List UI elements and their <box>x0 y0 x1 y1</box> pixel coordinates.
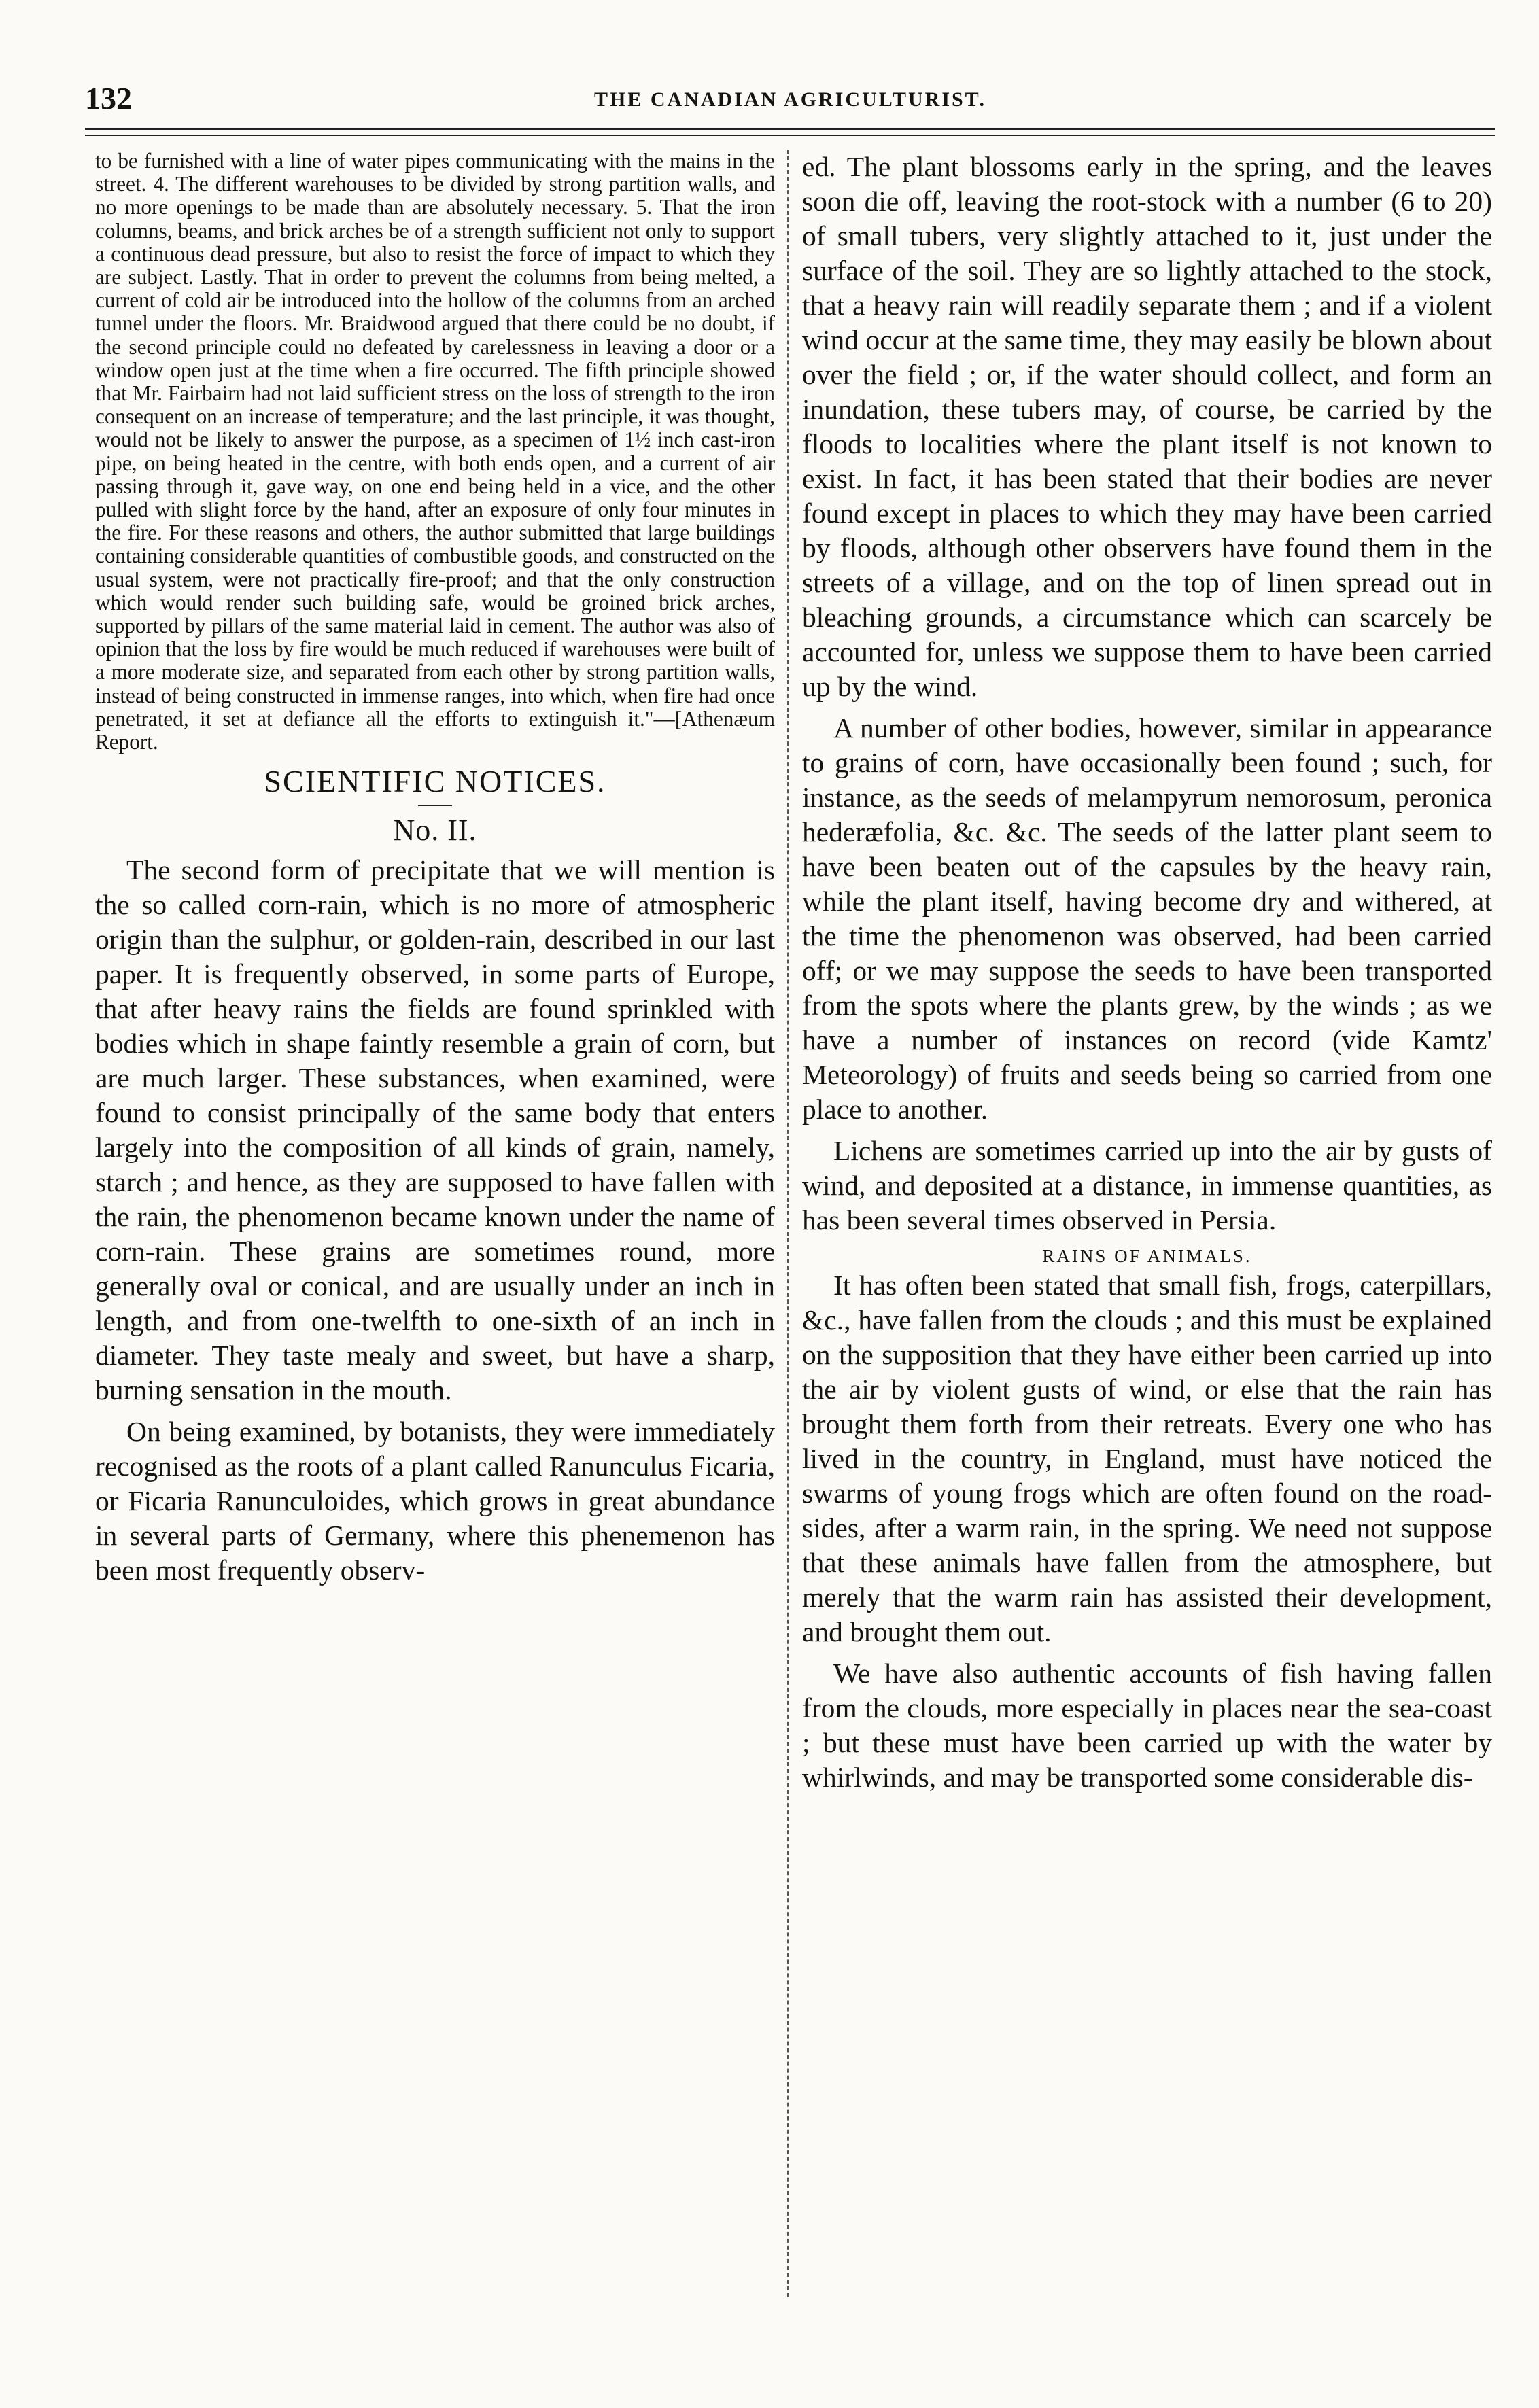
paragraph-other-bodies: A number of other bodies, however, similar in appearance to grains of corn, have occasionally been found ; such, for instance, as the seeds of melampyrum nemorosum, peronica hederæfolia, &c. &c. The seeds of the latter plant seem to have been beaten out of the capsules by the heavy rain, while the plant itself, having become dry and withered, at the time the phenomenon was observed, had been carried off; or we may suppose the seeds to have been transported from the spots where the plants grew, by the winds ; as we have a number of instances on record (vide Kamtz' Meteorology) of fruits and seeds being so carried from one place to another. <box>802 712 1492 1125</box>
paragraph-fish-fallen: We have also authentic accounts of fish having fallen from the clouds, more especially in places near the sea-coast ; but these must have been carried up with the water by whirlwinds, and may be transported some considerable dis- <box>802 1658 1492 1793</box>
subheading-rains-of-animals: RAINS OF ANIMALS. <box>1042 1246 1252 1266</box>
paragraph-botanists: On being examined, by botanists, they were immediately recognised as the roots of a plant called Ranunculus Ficaria, or Ficaria Ranunculoides, which grows in great abundance in several parts of Germany, where this phenemenon has been most frequently observ- <box>95 1416 775 1586</box>
paragraph-plant-blossoms: ed. The plant blossoms early in the spring, and the leaves soon die off, leaving the root-stock with a number (6 to 20) of small tubers, very slightly attached to it, just under the surface of the soil. They are so lightly attached to the stock, that a heavy rain will readily separate them ; and if a violent wind occur at the same time, they may easily be blown about over the field ; or, if the water should collect, and form an inundation, these tubers may, of course, be carried by the floods to localities where the plant itself is not known to exist. In fact, it has been stated that their bodies are never found except in places to which they may have been carried by floods, although other observers have found them in the streets of a village, and on the top of linen spread out in bleaching grounds, a circumstance which can scarcely be accounted for, unless we suppose them to have been carried up by the wind. <box>802 151 1492 702</box>
left-column <box>95 150 775 1588</box>
page-number: 132 <box>85 81 132 116</box>
page-header <box>85 80 1495 122</box>
header-rule-thin <box>85 135 1495 136</box>
running-head: THE CANADIAN AGRICULTURIST. <box>594 88 986 111</box>
section-title: SCIENTIFIC NOTICES. <box>264 764 606 799</box>
right-column <box>802 150 1492 1795</box>
paragraph-fish-frogs: It has often been stated that small fish, frogs, caterpillars, &c., have fallen from the clouds ; and this must be explained on the supposition that they have either been carried up into the air by violent gusts of wind, or else that the rain has brought them forth from their retreats. Every one who has lived in the country, in England, must have noticed the swarms of young frogs which are often found on the road-sides, after a warm rain, in the spring. We need not suppose that these animals have fallen from the atmosphere, but merely that the warm rain has assisted their development, and brought them out. <box>802 1270 1492 1647</box>
paragraph-lichens: Lichens are sometimes carried up into the air by gusts of wind, and deposited at a distance, in immense quantities, as has been several times observed in Persia. <box>802 1135 1492 1236</box>
header-rule-thick <box>85 128 1495 130</box>
paragraph-corn-rain: The second form of precipitate that we will mention is the so called corn-rain, which is no more of atmospheric origin than the sulphur, or golden-rain, described in our last paper. It is frequently observed, in some parts of Europe, that after heavy rains the fields are found sprinkled with bodies which in shape faintly resemble a grain of corn, but are much larger. These substances, when examined, were found to consist principally of the same body that enters largely into the composition of all kinds of grain, namely, starch ; and hence, as they are supposed to have fallen with the rain, the phenomenon became known under the name of corn-rain. These grains are sometimes round, more generally oval or conical, and are usually under an inch in length, and from one-twelfth to one-sixth of an inch in diameter. They taste mealy and sweet, but have a sharp, burning sensation in the mouth. <box>95 854 775 1406</box>
title-dash <box>418 805 452 806</box>
carry-over-paragraph: to be furnished with a line of water pipes communicating with the mains in the street. 4. The different warehouses to be divided by strong partition walls, and no more openings to be made than are absolutely necessary. 5. That the iron columns, beams, and brick arches be of a strength sufficient not only to support a continuous dead pressure, but also to resist the force of impact to which they are subject. Lastly. That in order to prevent the columns from being melted, a current of cold air be introduced into the hollow of the columns from an arched tunnel under the floors. Mr. Braidwood argued that there could be no doubt, if the second principle could no defeated by carelessness in leaving a door or a window open just at the time when a fire occurred. The fifth principle showed that Mr. Fairbairn had not laid sufficient stress on the loss of strength to the iron consequent on an increase of temperature; and the last principle, it was thought, would not be likely to answer the purpose, as a specimen of 1½ inch cast-iron pipe, on being heated in the centre, with both ends open, and a current of air passing through it, gave way, on one end being held in a vice, and the other pulled with slight force by the hand, after an exposure of only four minutes in the fire. For these reasons and others, the author submitted that large buildings containing considerable quantities of combustible goods, and constructed on the usual system, were not practically fire-proof; and that the only construction which would render such building safe, would be groined brick arches, supported by pillars of the same material laid in cement. The author was also of opinion that the loss by fire would be much reduced if warehouses were built of a more moderate size, and separated from each other by strong partition walls, instead of being constructed in immense ranges, into which, when fire had once penetrated, it set at defiance all the efforts to extinguish it."—[Athenæum Report. <box>95 149 775 754</box>
section-number: No. II. <box>393 814 477 848</box>
column-separator <box>787 150 789 2297</box>
